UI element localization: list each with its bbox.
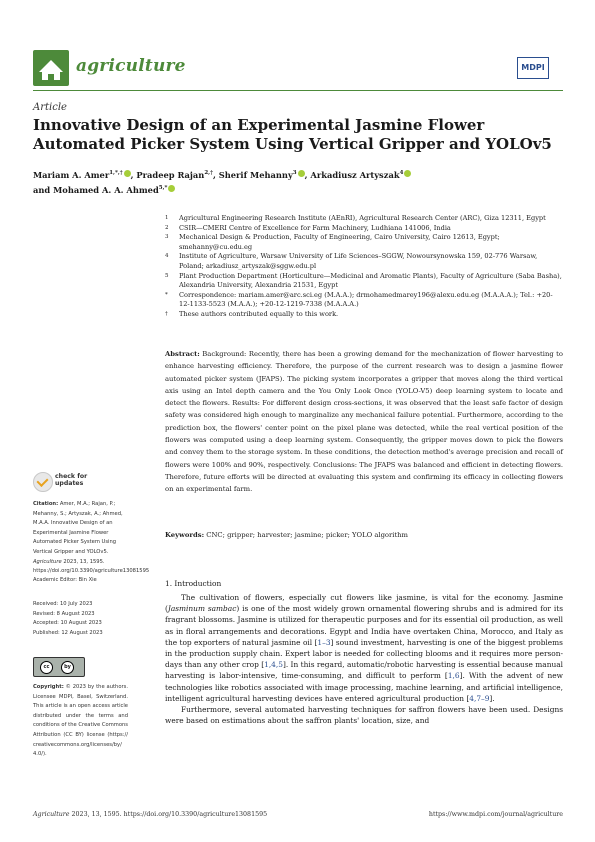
citation-label: Citation: <box>33 501 59 507</box>
academic-editor: Academic Editor: Bin Xie <box>33 577 97 583</box>
contribution-note <box>165 310 563 320</box>
accepted-date: Accepted: 10 August 2023 <box>33 620 102 627</box>
citation-link[interactable]: 1,6 <box>447 671 460 681</box>
published-date: Published: 12 August 2023 <box>33 629 103 636</box>
author-conjunction: and <box>33 184 51 195</box>
correspondence-text: Correspondence: mariam.amer@arc.sci.eg (M.A.A.); drmohamedmarey196@alexu.edu.eg (M.A.A.A.); Tel.: +20-12-1133-5523 (M.A.A.); +20-12-1219-7338 (M.A.A.A.) <box>179 290 553 309</box>
citation-link[interactable]: 1–3 <box>317 637 331 647</box>
title-line-1: Innovative Design of an Experimental Jasmine Flower <box>33 116 485 134</box>
author-2: Pradeep Rajan <box>136 169 205 180</box>
correspondence-item <box>165 291 563 310</box>
affiliation-mark: † <box>165 310 168 317</box>
journal-logo-icon <box>33 50 69 86</box>
affiliation-text: Institute of Agriculture, Warsaw University of Life Sciences–SGGW, Nowoursynowska 159, 02-776 Warsaw, Poland; arkadiusz_artyszak@sggw.edu.pl <box>179 252 538 270</box>
affiliation-mark: 1 <box>165 215 169 221</box>
affiliation-text: Plant Production Department (Horticulture—Medicinal and Aromatic Plants), Faculty of Agriculture (Saba Basha), Alexandria University, Alexandria 21531, Egypt <box>179 271 562 290</box>
affiliation-text: CSIR—CMERI Centre of Excellence for Farm Machinery, Ludhiana 141006, India <box>179 223 451 232</box>
affiliation-mark: 4 <box>165 253 169 260</box>
paragraph-text: ]. In this regard, automatic/robotic harvesting is essential because manual harvesting is labor-intensive, time-consuming, and difficult to perform [ <box>165 660 563 681</box>
check-for-updates-button[interactable] <box>33 472 113 492</box>
by-icon: by <box>61 661 74 674</box>
footer-journal-link[interactable]: https://www.mdpi.com/journal/agriculture <box>428 811 563 818</box>
contribution-text: These authors contributed equally to this work. <box>179 309 339 318</box>
affiliation-item <box>165 272 563 291</box>
affiliation-mark: 5 <box>165 272 169 279</box>
footer-citation <box>33 811 267 818</box>
citation-journal: Agriculture <box>33 558 62 565</box>
paragraph-text: The cultivation of flowers, especially cut flowers like jasmine, is vital for the economy. Jasmine ( <box>165 593 563 614</box>
affiliation-text: Agricultural Engineering Research Institute (AEnRI), Agricultural Research Center (ARC), Giza 12311, Egypt <box>179 214 546 222</box>
title-line-2: Automated Picker System Using Vertical Gripper and YOLOv5 <box>33 134 552 153</box>
author-2-sup: 2,† <box>204 170 213 176</box>
publisher-logo: MDPI <box>517 57 549 79</box>
author-1: Mariam A. Amer <box>33 169 110 180</box>
citation-link[interactable]: 2023, 13, 1595. https://doi.org/10.3390/agriculture13081595 <box>33 558 150 575</box>
abstract-text: Background: Recently, there has been a growing demand for the mechanization of flower harvesting to enhance harvesting efficiency. Therefore, the purpose of the current research was to design a jasmine flower automated picker system (JFAPS). The picking system incorporates a gripper that moves along the third vertical axis using an Intel depth camera and the You Only Look Once (YOLO-V5) deep learning system to locate and detect the flowers. Results: For different design cross-sections, it was observed that the least safe factor of design safety was considered high enough to marginalize any mechanical failure potential. Furthermore, according to the prediction box, the flowers' center point on the pixel plane was detected, while the real vertical position of the flowers was computed using a deep learning system. Consequently, the gripper moves down to pick the flowers and convey them to the storage system. In these conditions, the detection method's average precision and recall of flowers were 100% and 90%, respectively. Conclusions: The JFAPS was balanced and efficient in detecting flowers. Therefore, future efforts will be directed at evaluating this system and confirming its efficacy in collecting flowers on an experimental farm. <box>165 350 563 494</box>
affiliation-item <box>165 252 563 271</box>
citation-block <box>33 500 150 577</box>
author-4: Arkadiusz Artyszak <box>310 169 400 180</box>
paragraph-text: ]. With the advent of new technologies like robotics associated with image processing, machine learning, and artificial intelligence, intelligent agricultural harvesting devices have entered agricultural production [ <box>165 671 563 703</box>
orcid-icon[interactable] <box>404 170 411 177</box>
paragraph-text: ] sound investment, harvesting is one of the biggest problems in the production supply chain. Expert labor is needed for collecting blooms and it requires more person-days than any other crop [ <box>165 637 563 670</box>
check-updates-icon <box>33 472 53 492</box>
page-title <box>33 116 563 153</box>
copyright-label: Copyright: <box>33 684 64 690</box>
author-4-sup: 4 <box>399 170 404 176</box>
copyright-block <box>33 683 128 760</box>
paragraph-2: Furthermore, several automated harvesting techniques for saffron flowers have been used. Designs were based on estimations about the saffron plants' location, size, and <box>165 705 563 726</box>
dates-block <box>33 600 128 638</box>
check-updates-label <box>55 473 87 487</box>
affiliation-item <box>165 224 563 234</box>
abstract-label: Abstract: <box>165 350 200 358</box>
orcid-icon[interactable] <box>124 170 131 177</box>
footer-volume: 2023, 13, 1595. https://doi.org/10.3390/agriculture13081595 <box>71 811 268 818</box>
citation-link[interactable]: 1,4,5 <box>264 660 283 670</box>
affiliation-item <box>165 233 563 252</box>
paragraph-1 <box>165 592 563 704</box>
check-updates-line-1: check for <box>55 473 88 480</box>
header-divider <box>33 90 563 91</box>
keywords-text: CNC; gripper; harvester; jasmine; picker; YOLO algorithm <box>206 531 408 539</box>
author-list <box>33 167 563 197</box>
journal-name: agriculture <box>76 56 186 76</box>
affiliation-list <box>165 214 563 320</box>
cc-icon: cc <box>40 661 53 674</box>
orcid-icon[interactable] <box>298 170 305 177</box>
affiliation-text: Mechanical Design & Production, Faculty of Engineering, Cairo University, Cairo 12613, Egypt; smehanny@cu.edu.eg <box>179 233 500 251</box>
paragraph-text: ]. <box>489 693 495 703</box>
author-line-2 <box>33 182 563 197</box>
cc-by-license-badge[interactable] <box>33 657 85 677</box>
affiliation-item <box>165 214 563 224</box>
citation-link[interactable]: 4,7–9 <box>469 693 490 703</box>
check-updates-line-2: updates <box>55 480 84 487</box>
author-3: Sherif Mehanny <box>218 169 293 180</box>
citation-text: Amer, M.A.; Rajan, P.; Mehanny, S.; Artyszak, A.; Ahmed, M.A.A. Innovative Design of an Experimental Jasmine Flower Automated Picker System Using Vertical Gripper and YOLOv5. <box>33 501 123 555</box>
orcid-icon[interactable] <box>168 185 175 192</box>
copyright-text: © 2023 by the authors. Licensee MDPI, Basel, Switzerland. This article is an open access article distributed under the terms and conditions of the Creative Commons Attribution (CC BY) license (https:// creativecommons.org/licenses/by/ 4.0/). <box>33 684 128 758</box>
keywords <box>165 529 563 541</box>
author-5-sup: 5,* <box>158 184 168 191</box>
footer-journal: Agriculture <box>33 811 70 818</box>
paragraph-text: ) is one of the most widely grown ornamental flowering shrubs and is admired for its fragrant blossoms. Jasmine is utilized for therapeutic purposes and for its essential oil production, as well as in floral arrangements and decorations. Egypt and India have overtaken China, Morocco, and Italy as the top exporters of natural jasmine oil [ <box>165 604 563 647</box>
article-type: Article <box>33 102 67 113</box>
author-1-sup: 1,*,† <box>109 170 123 176</box>
author-5: Mohamed A. A. Ahmed <box>53 184 159 195</box>
revised-date: Revised: 8 August 2023 <box>33 610 95 617</box>
affiliation-mark: 3 <box>165 234 169 241</box>
received-date: Received: 10 July 2023 <box>33 601 93 607</box>
keywords-label: Keywords: <box>165 531 205 539</box>
species-name: Jasminum sambac <box>167 604 237 614</box>
author-3-sup: 3 <box>292 170 297 176</box>
body-text <box>165 592 563 726</box>
abstract <box>165 348 563 496</box>
section-heading: 1. Introduction <box>165 579 222 588</box>
affiliation-mark: * <box>165 291 168 298</box>
affiliation-mark: 2 <box>165 224 169 231</box>
author-line-1: Mariam A. Amer$^{1,*,\dagger}$ , Pradeep Rajan$^{2,\dagger}$, Sherif Mehanny$^3$ , Arkadiusz Artyszak$^4$ <box>33 167 563 182</box>
